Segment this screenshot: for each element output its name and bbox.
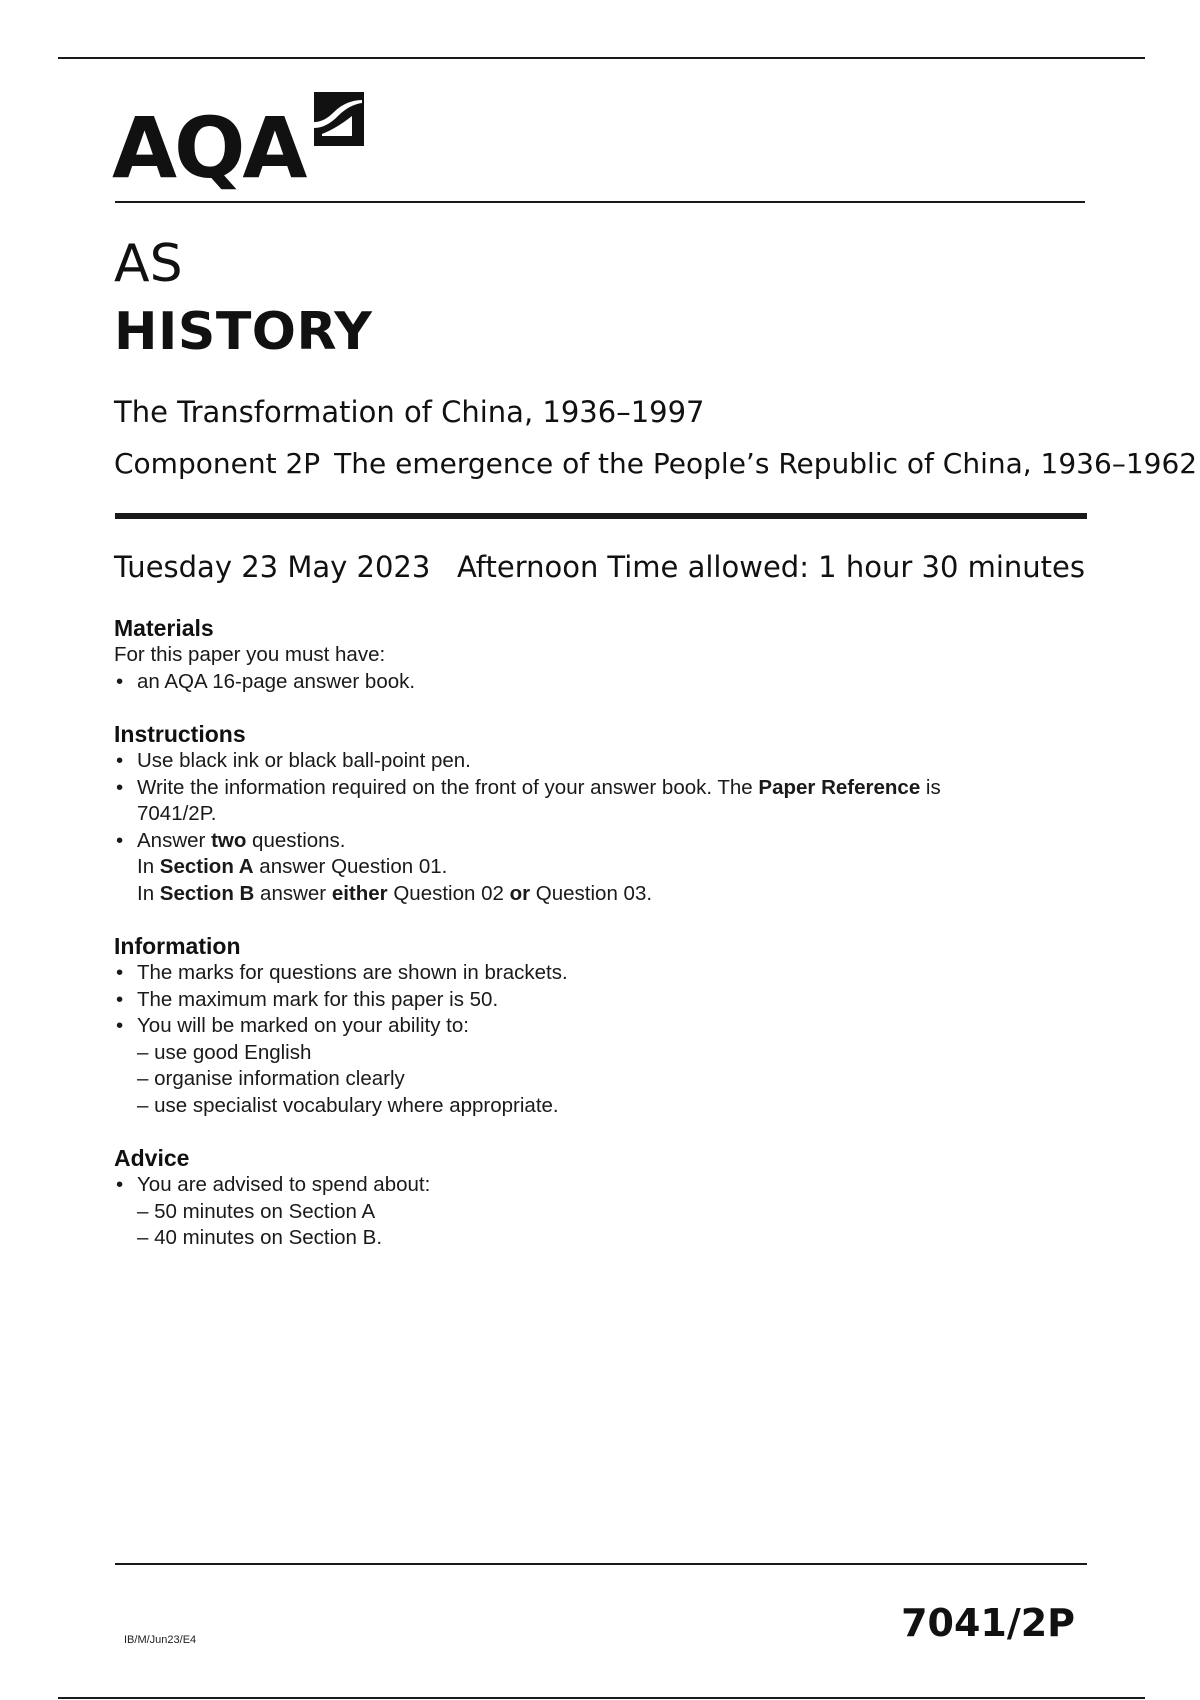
component-line	[114, 447, 1198, 480]
list-item: • Answer two questions. In Section A answer Question 01. In Section B answer either Question 02 or Question 03.	[114, 828, 1074, 908]
subject-title: HISTORY	[114, 302, 373, 362]
sub-item: – organise information clearly	[137, 1067, 405, 1090]
exam-date: Tuesday 23 May 2023	[114, 550, 431, 584]
section-b-line: In Section B answer either Question 02 or Question 03.	[137, 881, 653, 905]
section-a-line: In Section A answer Question 01.	[137, 855, 448, 878]
footer-reference: IB/M/Jun23/E4	[124, 1634, 197, 1646]
qualification-title: AS	[114, 234, 183, 294]
materials-section	[114, 615, 1074, 695]
advice-section	[114, 1145, 1074, 1252]
sub-item: – use good English	[137, 1040, 312, 1064]
list-item: • You are advised to spend about: – 50 minutes on Section A – 40 minutes on Section B.	[114, 1172, 1074, 1252]
bottom-rule	[58, 1697, 1145, 1699]
logo-text: AQA	[112, 99, 305, 197]
advice-heading: Advice	[114, 1145, 190, 1171]
materials-list	[114, 669, 1074, 696]
footer-rule	[115, 1563, 1087, 1565]
list-item: • You will be marked on your ability to: – use good English – organise information clearly – use specialist vocabulary where appropriate.	[114, 1013, 1074, 1119]
top-rule	[58, 57, 1145, 59]
advice-list	[114, 1172, 1074, 1252]
component-title: The emergence of the People’s Republic of China, 1936–1962	[334, 447, 1198, 480]
list-item: • The marks for questions are shown in brackets.	[116, 961, 568, 984]
sub-item: – 50 minutes on Section A	[137, 1199, 376, 1223]
list-item: • The maximum mark for this paper is 50.	[116, 987, 499, 1011]
aqa-flag-mark-icon	[308, 90, 368, 152]
sub-item: – use specialist vocabulary where appropriate.	[137, 1093, 559, 1117]
time-allowed: Time allowed: 1 hour 30 minutes	[607, 550, 1085, 584]
instructions-section	[114, 721, 1074, 907]
information-list	[114, 960, 1074, 1119]
logo-rule	[115, 201, 1085, 203]
aqa-logo	[112, 88, 368, 197]
materials-intro: For this paper you must have:	[114, 643, 386, 666]
list-item: • Use black ink or black ball-point pen.	[116, 749, 471, 772]
information-section	[114, 933, 1074, 1119]
materials-heading: Materials	[114, 615, 214, 641]
paper-code: 7041/2P	[901, 1601, 1075, 1645]
instructions-heading: Instructions	[114, 721, 246, 747]
paper-title: The Transformation of China, 1936–1997	[114, 395, 705, 429]
list-item: • Write the information required on the front of your answer book. The Paper Reference is 7041/2P.	[116, 775, 941, 825]
header-thick-rule	[115, 513, 1087, 519]
exam-session: Afternoon	[457, 550, 599, 584]
information-heading: Information	[114, 933, 241, 959]
sub-item: – 40 minutes on Section B.	[137, 1226, 383, 1249]
instructions-list	[114, 748, 1074, 907]
component-code: Component 2P	[114, 447, 321, 480]
list-item: • an AQA 16-page answer book.	[116, 669, 416, 693]
